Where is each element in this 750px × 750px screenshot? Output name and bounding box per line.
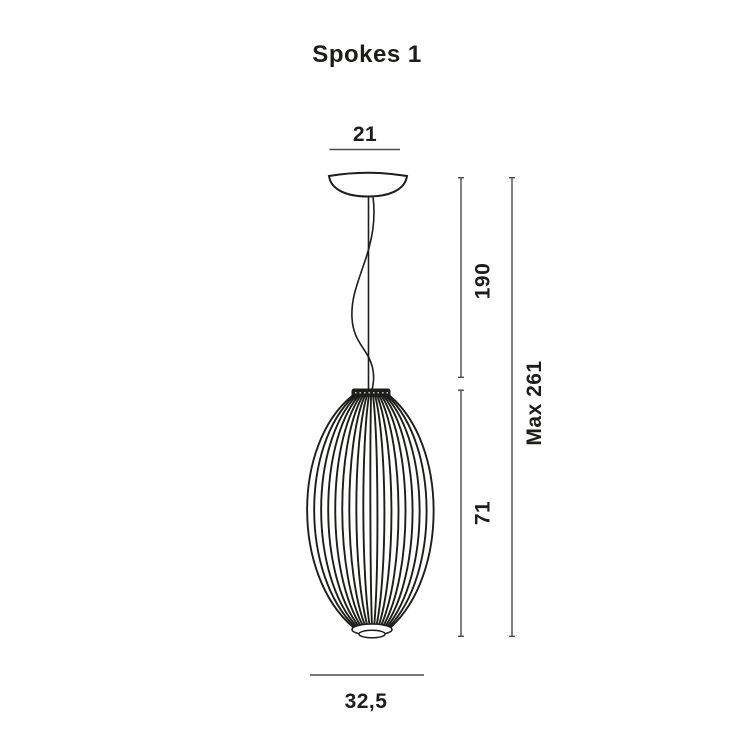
shade-rib xyxy=(363,396,370,627)
canopy-width-label: 21 xyxy=(352,123,378,146)
canopy-width-dimension xyxy=(330,123,401,150)
max-height-dimension-line xyxy=(509,177,515,637)
shade-width-label: 32,5 xyxy=(344,690,388,713)
max-height-dimension xyxy=(509,177,546,637)
cable-length-label: 190 xyxy=(471,262,495,300)
lamp-shade-bottom-ring xyxy=(352,624,392,638)
cable-wavy-wire xyxy=(352,197,374,390)
shade-rib xyxy=(370,396,372,627)
shade-width-dimension xyxy=(310,675,424,713)
max-height-label: Max 261 xyxy=(523,360,546,446)
shade-height-dimension-line xyxy=(458,390,464,638)
lamp-shade-ribs xyxy=(307,396,434,627)
cable-length-dimension-line xyxy=(458,177,464,378)
shade-height-dimension xyxy=(458,390,495,638)
shade-rib xyxy=(373,396,377,627)
shade-height-label: 71 xyxy=(471,500,495,526)
page-title: Spokes 1 xyxy=(312,41,422,68)
ceiling-canopy-outline xyxy=(329,173,407,197)
lamp-shade-top-cap xyxy=(352,389,391,398)
cable-length-dimension xyxy=(458,177,495,378)
